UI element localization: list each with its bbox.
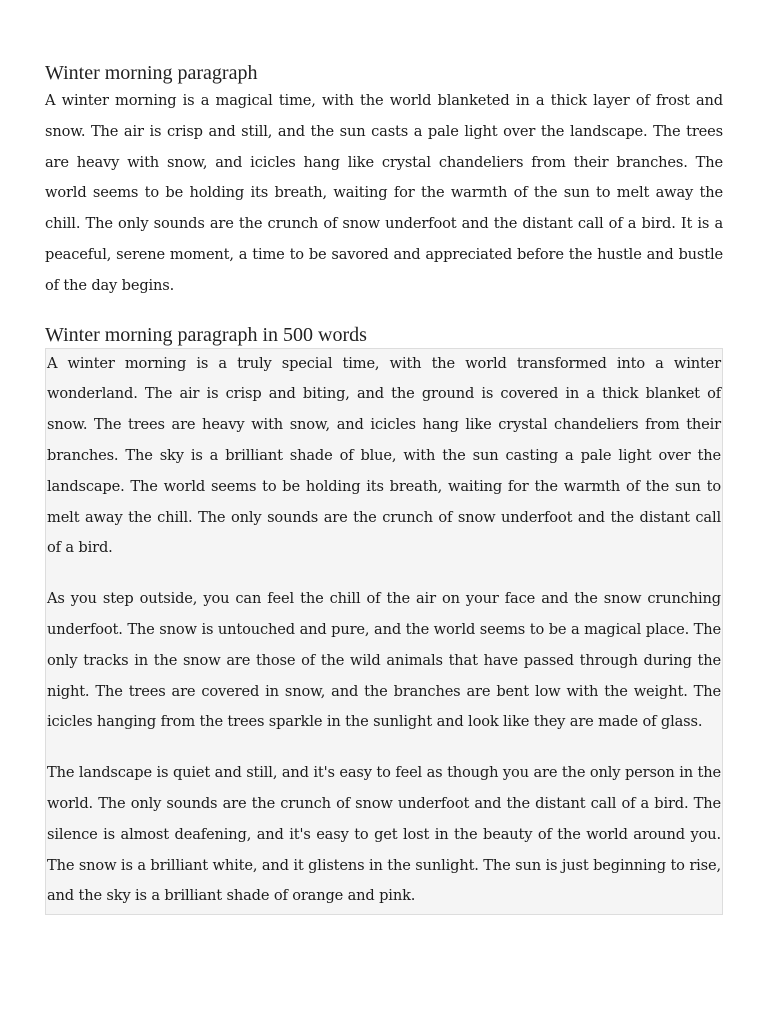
- section-heading: Winter morning paragraph in 500 words: [45, 323, 367, 346]
- section-winter-morning-500-words: [45, 322, 723, 916]
- paragraph: As you step outside, you can feel the chill of the air on your face and the snow crunching underfoot. The snow is untouched and pure, and the world seems to be a magical place. The only tracks in the snow are those of the wild animals that have passed through during the night. The trees are covered in snow, and the branches are bent low with the weight. The icicles hanging from the trees sparkle in the sunlight and look like they are made of glass.: [47, 590, 721, 731]
- section-winter-morning: [45, 60, 723, 302]
- paragraph-box: [45, 348, 723, 916]
- paragraph: A winter morning is a magical time, with the world blanketed in a thick layer of frost and snow. The air is crisp and still, and the sun casts a pale light over the landscape. The trees are heavy with snow, and icicles hang like crystal chandeliers from their branches. The world seems to be holding its breath, waiting for the warmth of the sun to melt away the chill. The only sounds are the crunch of snow underfoot and the distant call of a bird. It is a peaceful, serene moment, a time to be savored and appreciated before the hustle and bustle of the day begins.: [45, 92, 723, 294]
- section-heading: Winter morning paragraph: [45, 62, 258, 84]
- document-page: [45, 60, 723, 915]
- paragraph: The landscape is quiet and still, and it's easy to feel as though you are the only person in the world. The only sounds are the crunch of snow underfoot and the distant call of a bird. The silence is almost deafening, and it's easy to get lost in the beauty of the world around you. The snow is a brilliant white, and it glistens in the sunlight. The sun is just beginning to rise, and the sky is a brilliant shade of orange and pink.: [47, 764, 721, 905]
- paragraph: A winter morning is a truly special time, with the world transformed into a winter wonderland. The air is crisp and biting, and the ground is covered in a thick blanket of snow. The trees are heavy with snow, and icicles hang like crystal chandeliers from their branches. The sky is a brilliant shade of blue, with the sun casting a pale light over the landscape. The world seems to be holding its breath, waiting for the warmth of the sun to melt away the chill. The only sounds are the crunch of snow underfoot and the distant call of a bird.: [47, 354, 721, 557]
